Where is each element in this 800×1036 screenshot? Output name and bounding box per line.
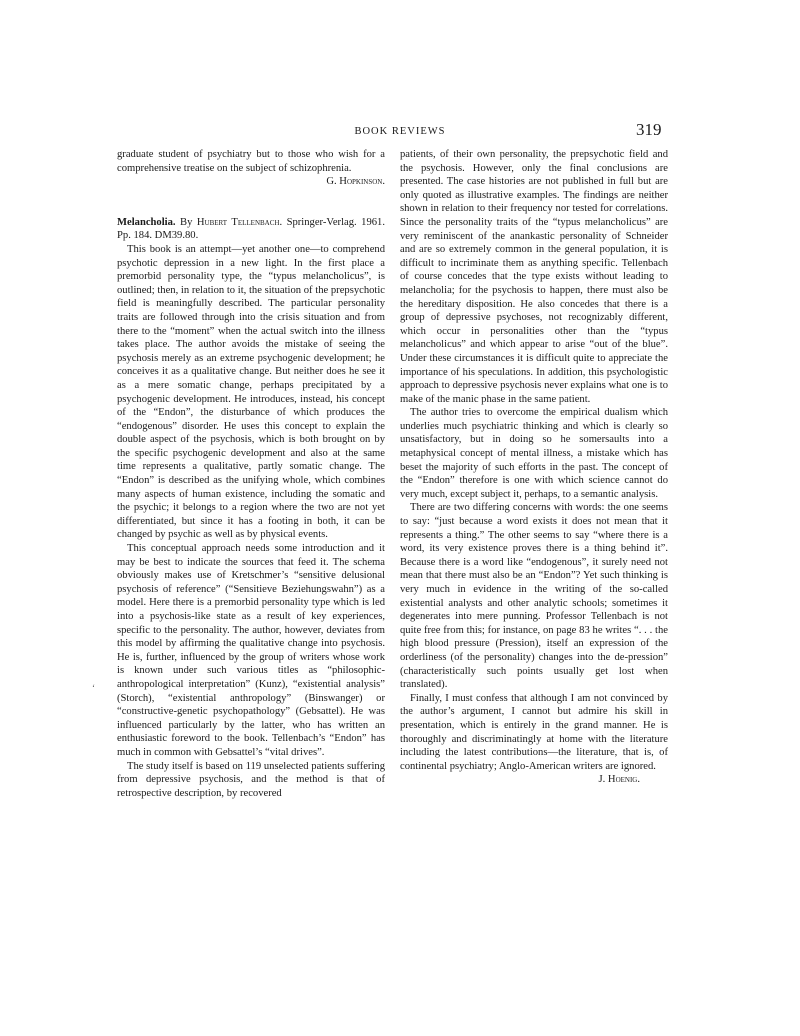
review-paragraph-3: The study itself is based on 119 unselected patients suffering from depressive psychosis, and the method is that of retrospective description, by recovered (117, 760, 385, 799)
review-paragraph-7 (400, 692, 668, 786)
review-paragraph-1: This book is an attempt—yet another one—to comprehend psychotic depression in a new light. In the first place a premorbid personality type, the “typus melancholicus”, is outlined; then, in relation to it, the situation of the prepsychotic field is meaningfully described. The particular personality traits are followed through into the crisis situation and from there to the “moment” when the actual switch into the illness takes place. The author avoids the mistake of seeing the psychosis merely as an extreme psychogenic development; he conceives it as a qualitative change. But neither does he see it as a mere somatic change, perhaps precipitated by a psychogenic development. He introduces, instead, his concept of the “Endon”, the disturbance of which produces the “endogenous” disorder. He uses this concept to explain the double aspect of the psychosis, which is both brought on by the specific psychogenic development and also at the same time represents a qualitative, partly somatic change. The “Endon” is described as the unifying whole, which combines many aspects of human existence, including the somatic and the psychic; it belongs to a region where the two are not yet differentiated, but since it has a footing in both, it can be changed by psychic as well as by physical events. (117, 243, 385, 541)
right-column (400, 148, 668, 787)
by-label: By (180, 216, 193, 228)
margin-mark: ʻ (92, 683, 95, 693)
final-paragraph-text: Finally, I must confess that although I am not convinced by the author’s argument, I cannot but admire his skill in presentation, which is entirely in the grand manner. He is thoroughly and discriminatingly at home with the literature including the latest contributions—the literature, that is, of continental psychiatry; Anglo-American writers are ignored. (400, 692, 668, 772)
review-paragraph-4: patients, of their own personality, the prepsychotic field and the psychosis. However, only the final conclusions are presented. The case histories are not published in full but are only quoted as illustrative examples. The findings are neither shown in relation to their frequency nor tested for correlations. Since the personality traits of the “typus melancholicus” are very reminiscent of the anankastic personality of Schneider and are so extremely common in the general population, it is difficult to incriminate them as anything specific. Tellenbach of course concedes that the type exists without leading to melancholia; for the psychosis to happen, there must also be the hereditary disposition. He also concedes that there is a group of depressive psychoses, not recognizably different, which occur in personalities other than the “typus melancholicus” and which appear to arise “out of the blue”. Under these circumstances it is difficult quite to appreciate the importance of his speculations. In addition, this psychologistic approach to depressive psychosis never explains what one is to make of the manic phase in the same patient. (400, 149, 668, 405)
previous-review-ending (117, 148, 385, 188)
previous-reviewer: G. Hopkinson. (326, 176, 385, 188)
left-column (117, 148, 385, 800)
running-header: BOOK REVIEWS (354, 126, 446, 137)
previous-review-text: graduate student of psychiatry but to those who wish for a comprehensive treatise on the subject of schizophrenia. (117, 149, 385, 174)
review-heading (117, 216, 385, 243)
book-author: Hubert Tellenbach. (196, 216, 283, 228)
review-paragraph-2: This conceptual approach needs some introduction and it may be best to indicate the sources that feed it. The schema obviously makes use of Kretschmer’s “sensitive delusional psychosis of reference” (“Sensitieve Beziehungswahn”) as a model. Here there is a premorbid personality type which is led into a psychosis-like state as a result of key experiences, specific to the personality. The author, however, deviates from this model by affirming the qualitative change into psychosis. He is, further, influenced by the group of writers whose work is known under such various titles as “philosophic-anthropological interpretation” (Kunz), “existential analysis” (Storch), “existential anthropology” (Binswanger) or “constructive-genetic psychopathology” (Gebsattel). He was influenced particularly by the latter, who has written an enthusiastic foreword to the book. Tellenbach’s “Endon” has much in common with Gebsattel’s “vital drives”. (117, 543, 385, 758)
book-title: Melancholia. (117, 216, 176, 228)
page-number: 319 (636, 120, 662, 139)
reviewer-signature: J. Hoenig. (598, 774, 640, 786)
review-paragraph-5: The author tries to overcome the empirical dualism which underlies much psychiatric thinking and which is clearly so unsatisfactory, but in doing so he somersaults into a metaphysical concept of mental illness, a mistake which has beset the majority of such efforts in the past. The concept of the “Endon” therefore is one with which science cannot do very much, except subject it, perhaps, to a semantic analysis. (400, 407, 668, 500)
publisher-info: Springer-Verlag. 1961. Pp. 184. DM39.80. (117, 216, 385, 242)
review-paragraph-6: There are two differing concerns with words: the one seems to say: “just because a word exists it does not mean that it represents a thing.” The other seems to say “where there is a word, its very existence proves there is a thing behind it”. Because there is a word like “endogenous”, it surely need not mean that there must also be an “Endon”? Yet such thinking is very much in evidence in the writing of the so-called existential analysts and other analytic schools; sometimes it degenerates into mere punning. Professor Tellenbach is not quite free from this; for instance, on page 83 he writes “. . . the high blood pressure (Pression), itself an expression of the orderliness (of the personality) changes into the de-pression” (characteristically such points usually get lost when translated). (400, 502, 668, 691)
